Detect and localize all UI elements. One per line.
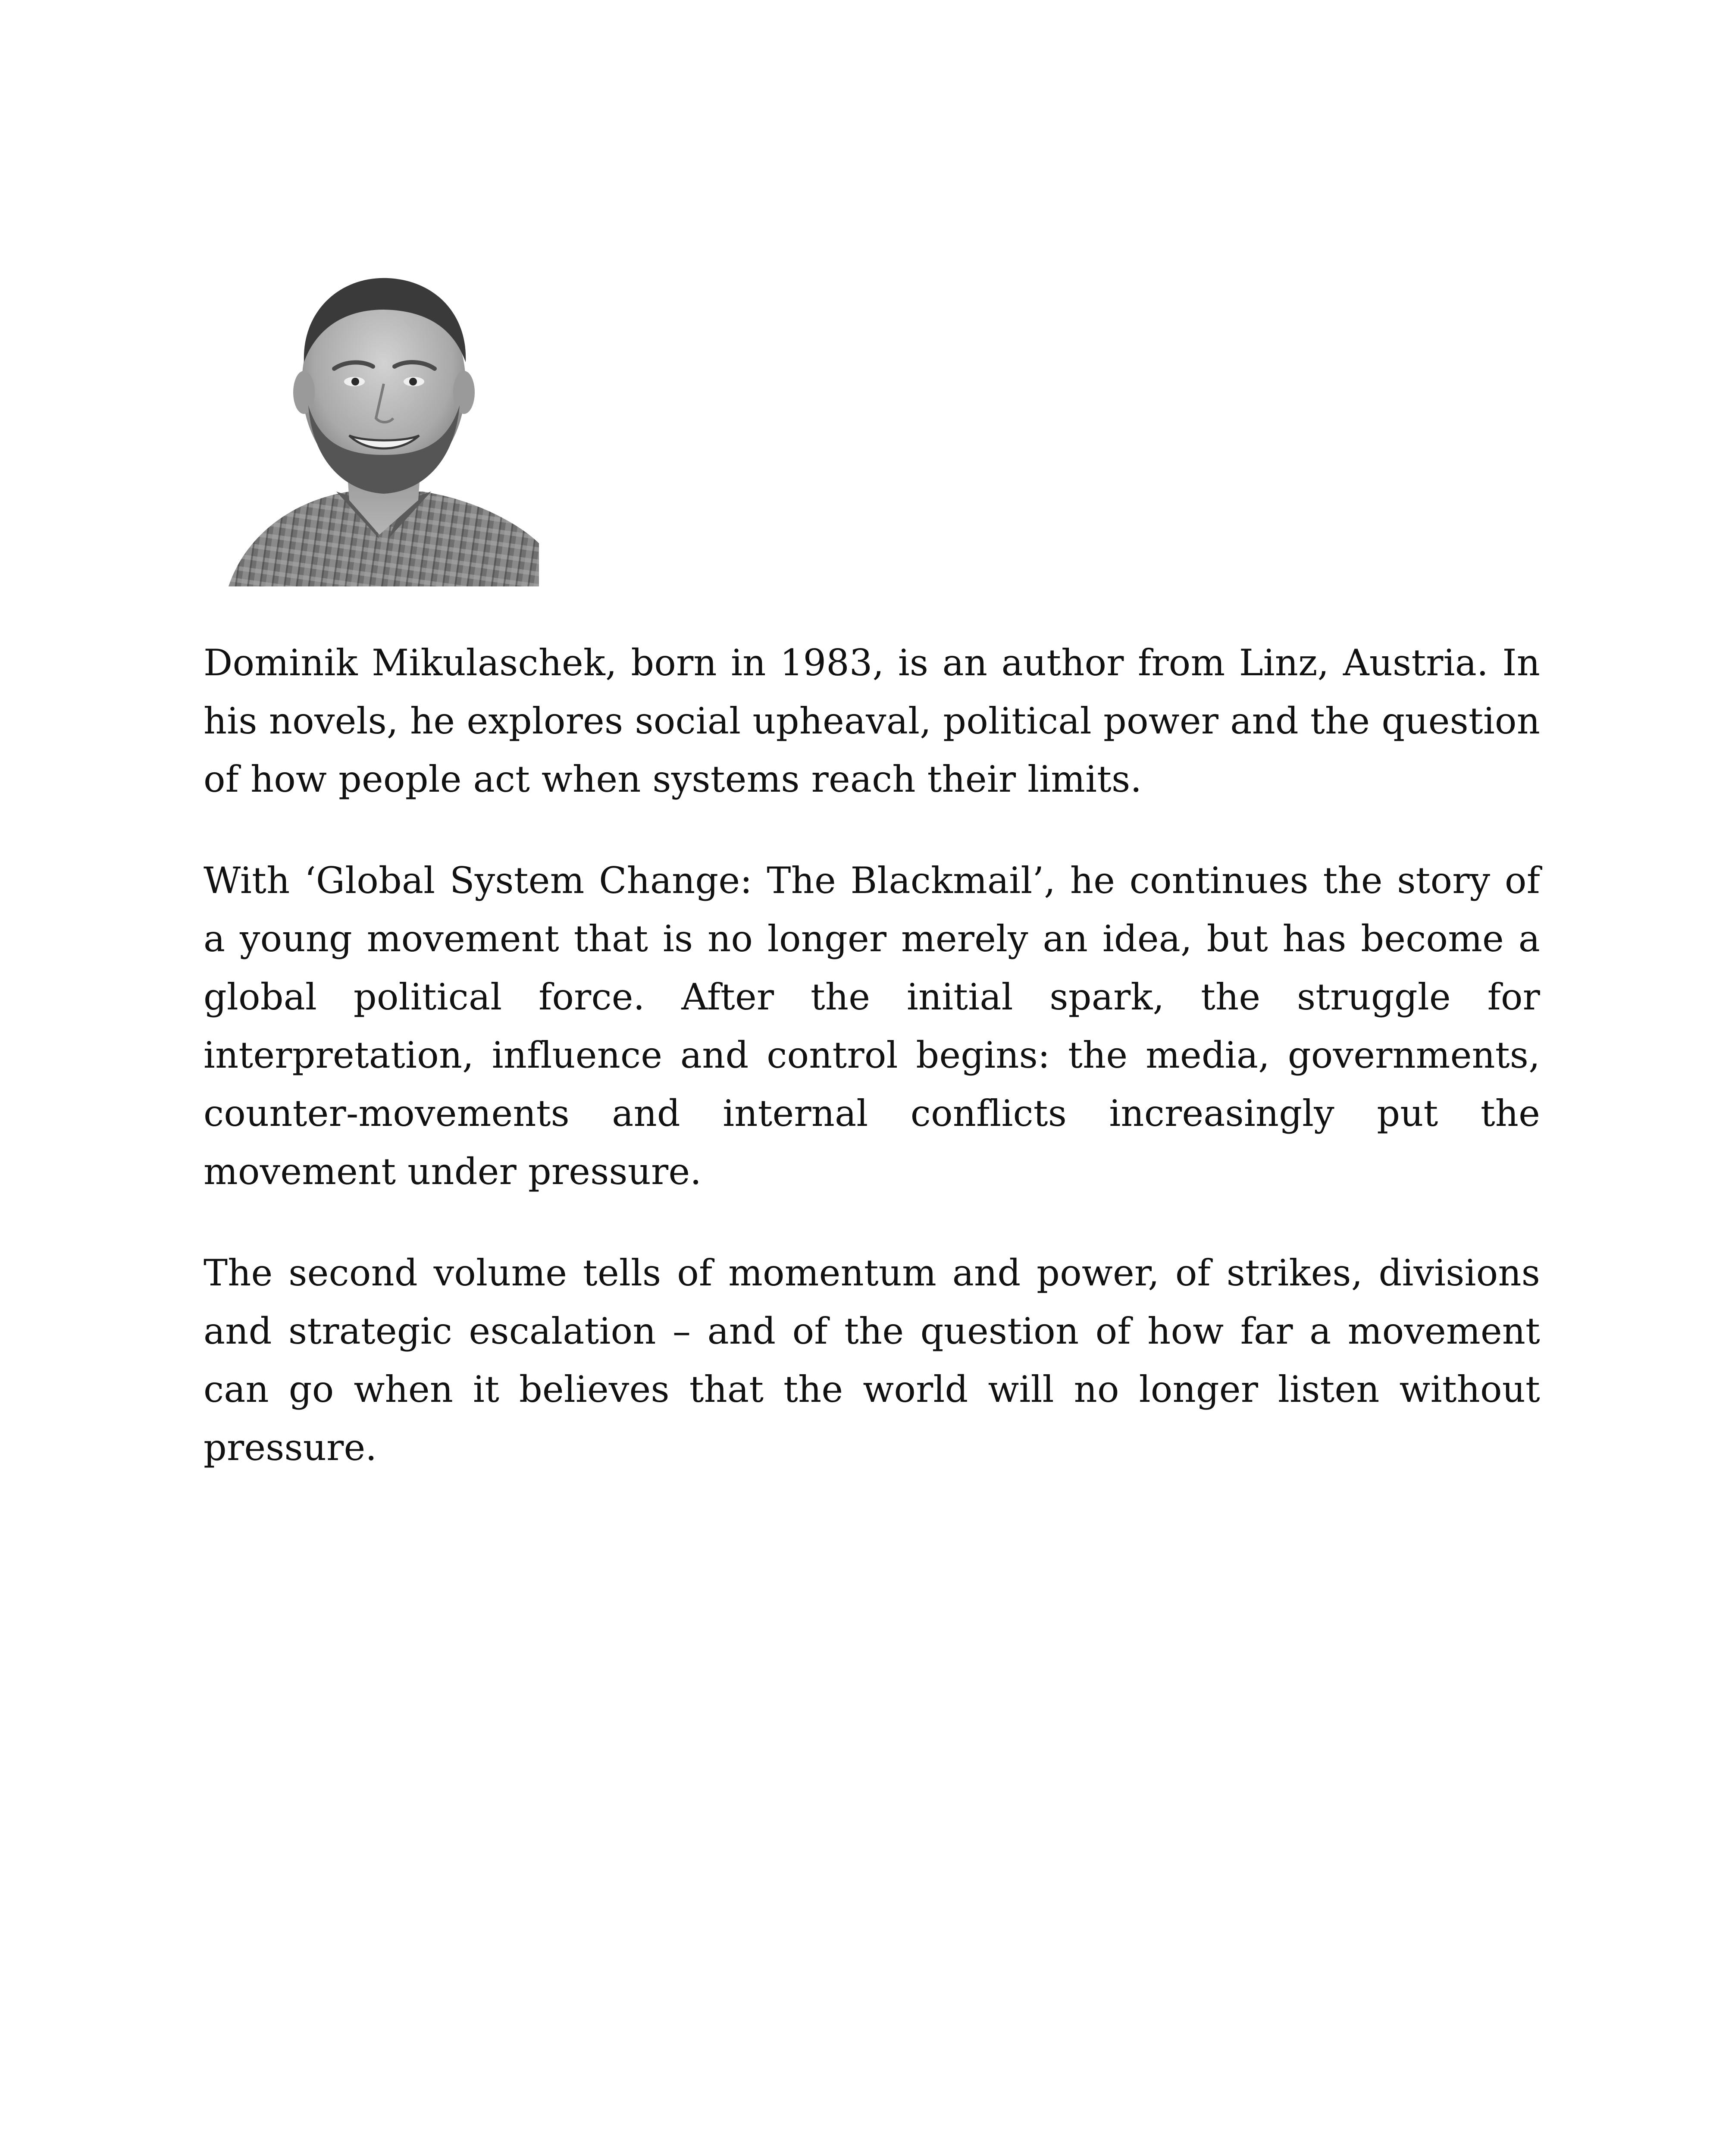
author-photo [220, 259, 539, 586]
bio-paragraph-2: With ‘Global System Change: The Blackmail’, he continues the story of a young movement that is no longer merely an idea, but has become a global political force. After the initial spark, the struggle for interpretation, influence and control begins: the media, governments, counter-movements and internal conflicts increasingly put the movement under pressure. [204, 859, 1540, 1193]
author-bio [204, 634, 1540, 1520]
bio-paragraph-3: The second volume tells of momentum and power, of strikes, divisions and strategic escalation – and of the question of how far a movement can go when it believes that the world will no longer listen without pressure. [204, 1252, 1540, 1469]
author-photo-image [220, 259, 539, 586]
bio-paragraph-1: Dominik Mikulaschek, born in 1983, is an author from Linz, Austria. In his novels, he explores social upheaval, political power and the question of how people act when systems reach their limits. [204, 642, 1540, 800]
